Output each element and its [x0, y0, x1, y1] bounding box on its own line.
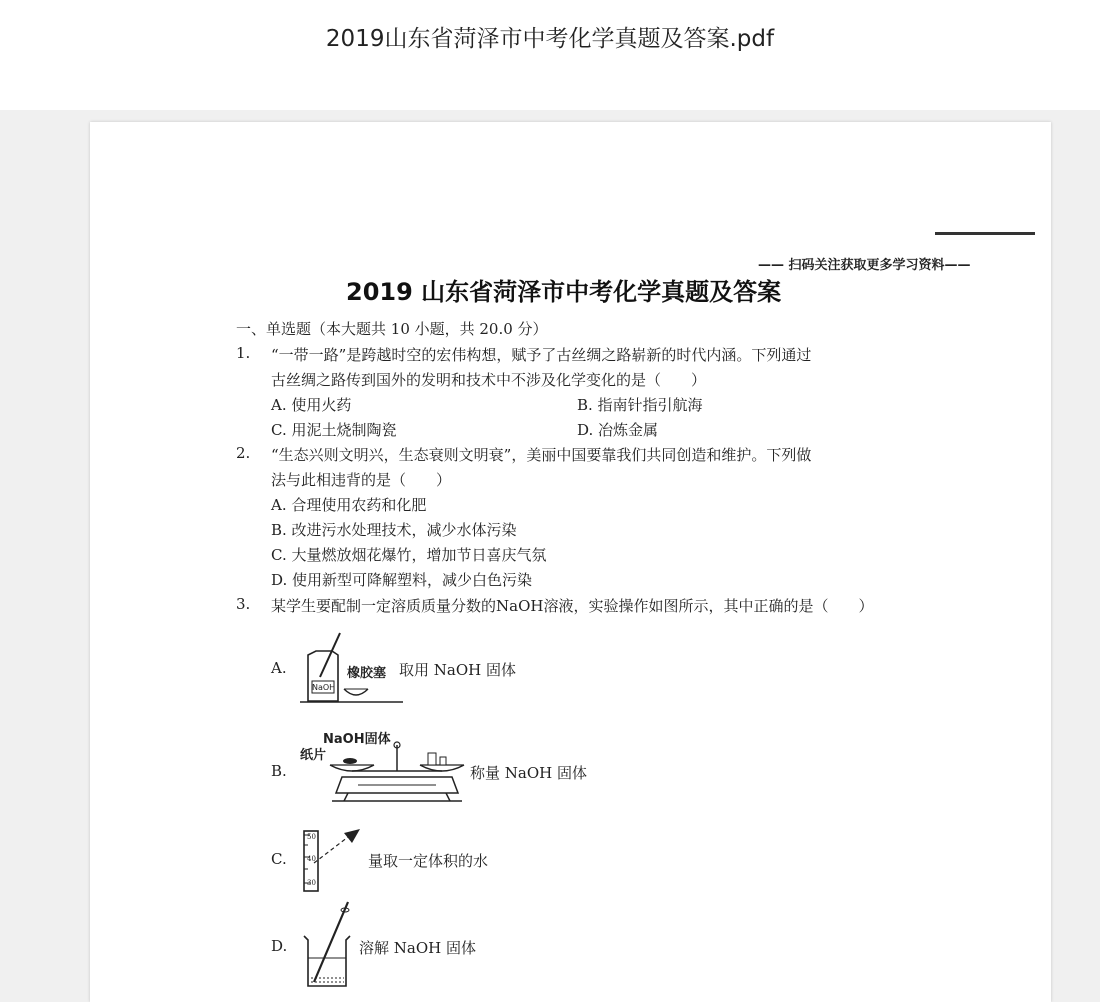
question-2-number: 2. [236, 444, 251, 462]
cylinder-mark-30: 30 [307, 879, 316, 887]
document-filename: 2019山东省菏泽市中考化学真题及答案.pdf [325, 26, 775, 52]
bottle-label-text: NaOH [312, 683, 336, 692]
question-3-line-1: 某学生要配制一定溶质质量分数的NaOH溶液，实验操作如图所示，其中正确的是（ ） [271, 597, 874, 615]
balance-figure [328, 737, 468, 812]
cylinder-mark-40: 40 [307, 855, 316, 863]
question-3-option-b-letter: B. [271, 762, 287, 780]
cylinder-mark-50: 50 [307, 833, 316, 841]
question-2-line-2: 法与此相违背的是（ ） [271, 471, 452, 489]
section-heading: 一、单选题（本大题共 10 小题，共 20.0 分） [236, 320, 548, 338]
exam-title: 2019 山东省菏泽市中考化学真题及答案 [346, 278, 782, 306]
pdf-page [90, 122, 1051, 1002]
question-1-option-a: A. 使用火药 [271, 396, 352, 414]
qr-banner-text: —— 扫码关注获取更多学习资料—— [758, 258, 971, 273]
question-3-option-c-letter: C. [271, 850, 287, 868]
question-3-option-a-letter: A. [271, 659, 287, 677]
question-1-option-b: B. 指南针指引航海 [577, 396, 703, 414]
beaker-stirring-figure [298, 898, 358, 990]
question-2-option-c: C. 大量燃放烟花爆竹，增加节日喜庆气氛 [271, 546, 547, 564]
question-1-line-2: 古丝绸之路传到国外的发明和技术中不涉及化学变化的是（ ） [271, 371, 707, 389]
question-1-line-1: “一带一路”是跨越时空的宏伟构想，赋予了古丝绸之路崭新的时代内涵。下列通过 [271, 346, 812, 364]
question-3-option-a-text: 取用 NaOH 固体 [399, 661, 516, 679]
question-2-line-1: “生态兴则文明兴，生态衰则文明衰”，美丽中国要靠我们共同创造和维护。下列做 [271, 446, 812, 464]
question-2-option-b: B. 改进污水处理技术，减少水体污染 [271, 521, 517, 539]
viewer-titlebar [0, 0, 1100, 110]
paper-sheet-label: 纸片 [300, 748, 327, 763]
rubber-stopper-label: 橡胶塞 [347, 666, 387, 681]
question-1-option-c: C. 用泥土烧制陶瓷 [271, 421, 397, 439]
question-1-number: 1. [236, 344, 251, 362]
question-3-option-b-text: 称量 NaOH 固体 [470, 764, 587, 782]
question-1-option-d: D. 冶炼金属 [577, 421, 659, 439]
question-3-option-d-letter: D. [271, 937, 288, 955]
question-3-option-c-text: 量取一定体积的水 [368, 852, 489, 870]
question-2-option-d: D. 使用新型可降解塑料，减少白色污染 [271, 571, 533, 589]
question-3-option-d-text: 溶解 NaOH 固体 [359, 939, 476, 957]
question-3-number: 3. [236, 595, 251, 613]
question-2-option-a: A. 合理使用农药和化肥 [271, 496, 427, 514]
naoh-solid-label: NaOH固体 [323, 732, 391, 747]
page-header-mark [935, 232, 1035, 241]
